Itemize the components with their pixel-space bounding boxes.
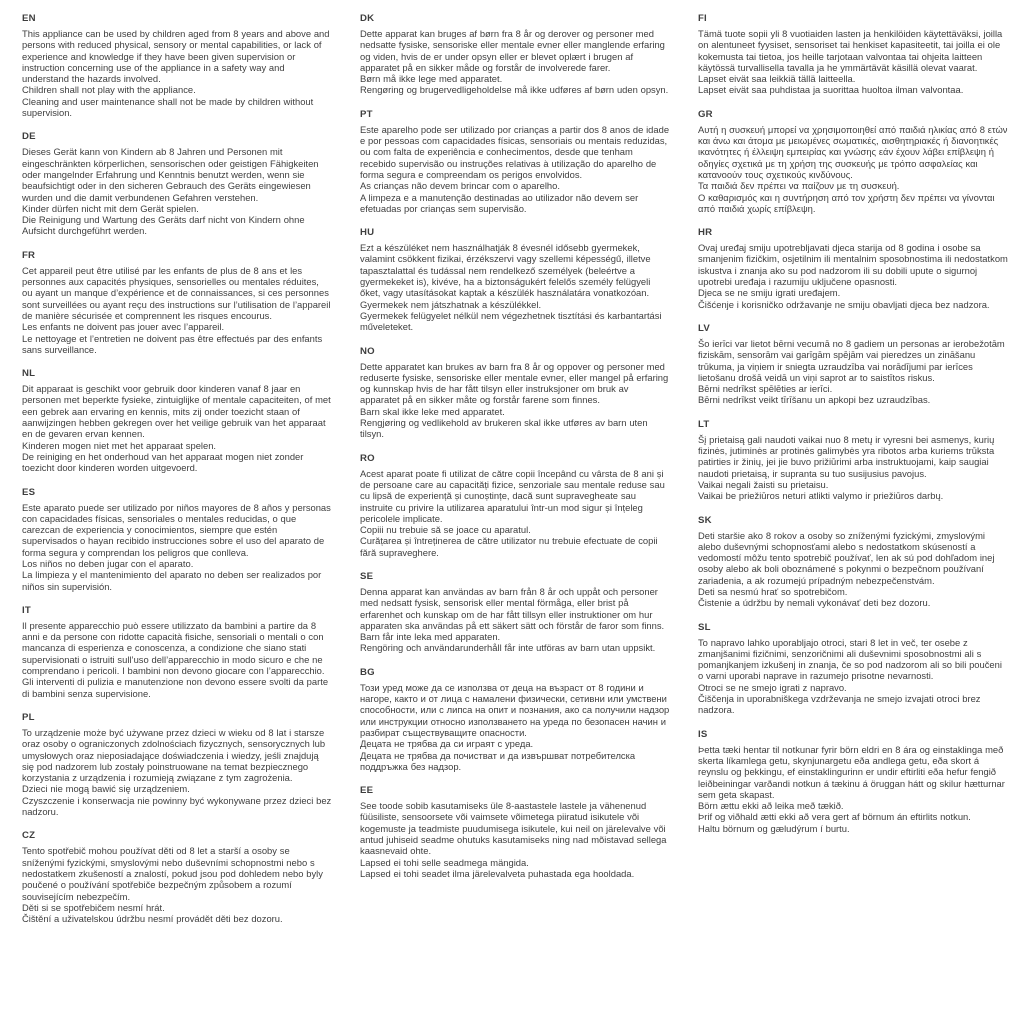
- safety-paragraph: Lapset eivät saa leikkiä tällä laitteella.: [698, 73, 856, 85]
- language-section-ro: [360, 453, 670, 558]
- safety-paragraph: Децата не трябва да почистват и да извършват потребителска поддръжка без надзор.: [360, 749, 636, 772]
- safety-paragraph: Vaikai be priežiūros neturi atlikti valymo ir priežiūros darbų.: [698, 490, 944, 502]
- safety-paragraph: Les enfants ne doivent pas jouer avec l’appareil.: [22, 321, 225, 333]
- column-2: [360, 13, 670, 1024]
- safety-paragraph: Rengöring och användarunderhåll får inte utföras av barn utan uppsikt.: [360, 642, 656, 654]
- safety-paragraph: Barn skal ikke leke med apparatet.: [360, 405, 505, 417]
- safety-paragraph: As crianças não devem brincar com o aparelho.: [360, 180, 560, 192]
- language-code-bg: BG: [360, 666, 375, 678]
- safety-paragraph: Djeca se ne smiju igrati uređajem.: [698, 287, 841, 299]
- safety-paragraph: Šo ierīci var lietot bērni vecumā no 8 gadiem un personas ar ierobežotām fiziskām, sensorām vai garīgām spējām vai pieredzes un zināšanu trūkuma, ja viņiem ir sniegta uzraudzība vai norādījumi par ierīces lietošanu drošā veidā un viņi saprot ar to saistītos riskus.: [698, 337, 1005, 383]
- language-section-sk: [698, 515, 1008, 609]
- safety-paragraph: Dette apparat kan bruges af børn fra 8 år og derover og personer med nedsatte fysiske, sensoriske eller mentale evner eller manglende erfaring og viden, hvis de er under opsyn eller er blevet oplært i brugen af apparatet på en sikker måde og forstår de involverede farer.: [360, 28, 665, 73]
- language-section-hu: [360, 227, 670, 332]
- safety-paragraph: Tento spotřebič mohou používat děti od 8 let a starší a osoby se sníženými fyzickými, smyslovými nebo duševními schopnostmi nebo s nedostatkem zkušeností a znalostí, pokud jsou pod dohledem nebo byly poučené o používání spotřebiče bezpečným způsobem a rozumí souvisejícím nebezpečím.: [22, 845, 323, 902]
- safety-paragraph: Čiščenja in uporabniškega vzdrževanja ne smejo izvajati otroci brez nadzora.: [698, 693, 981, 716]
- language-section-es: [22, 487, 332, 592]
- safety-paragraph: Rengjøring og vedlikehold av brukeren skal ikke utføres av barn uten tilsyn.: [360, 417, 648, 440]
- language-section-lv: [698, 323, 1008, 406]
- language-code-pt: PT: [360, 108, 373, 120]
- language-section-fi: [698, 13, 1008, 96]
- safety-paragraph: Deti staršie ako 8 rokov a osoby so zníženými fyzickými, zmyslovými alebo duševnými schopnosťami alebo s nedostatkom skúseností a vedomostí môžu tento spotrebič používať, len ak sú pod dohľadom inej osoby alebo ak boli oboznámené s pokynmi o bezpečnom používaní zariadenia, a ak rozumejú prípadným nebezpečenstvám.: [698, 529, 995, 586]
- language-code-is: IS: [698, 728, 708, 740]
- safety-paragraph: Curățarea și întreținerea de către utilizator nu trebuie efectuate de copii fără supraveghere.: [360, 535, 658, 558]
- language-code-fr: FR: [22, 249, 36, 261]
- language-code-ro: RO: [360, 452, 375, 464]
- language-code-pl: PL: [22, 711, 35, 723]
- safety-paragraph: Dit apparaat is geschikt voor gebruik door kinderen vanaf 8 jaar en personen met beperkte fysieke, zintuiglijke of mentale capaciteiten, of met een gebrek aan ervaring en kennis, mits zij onder toezicht staan of aanwijzingen hebben gekregen over het veilige gebruik van het apparaat en de gevaren ervan kennen.: [22, 383, 331, 440]
- language-section-en: [22, 13, 332, 118]
- safety-paragraph: Cet appareil peut être utilisé par les enfants de plus de 8 ans et les personnes aux capacités physiques, sensorielles ou mentales réduites, ou ayant un manque d’expérience et de connaissances, si ces personnes sont surveillées ou ayant reçu des instructions sur l’utilisation de l’appareil de manière sécurisée et comprennent les risques encourus.: [22, 264, 331, 321]
- safety-paragraph: Dette apparatet kan brukes av barn fra 8 år og oppover og personer med reduserte fysiske, sensoriske eller mentale evner, eller mangel på erfaring og kunnskap hvis de har fått tilsyn eller instruksjoner om bruk av apparatet på en sikker måte og forstår farene som finnes.: [360, 360, 669, 406]
- safety-paragraph: To urządzenie może być używane przez dzieci w wieku od 8 lat i starsze oraz osoby o ograniczonych zdolnościach fizycznych, sensorycznych lub umysłowych oraz nieposiadające doświadczenia i wiedzy, jeśli znajdują się pod nadzorem lub zostały poinstruowane na temat bezpiecznego korzystania z urządzenia i rozumieją związane z tym zagrożenia.: [22, 726, 326, 784]
- safety-paragraph: Ovaj uređaj smiju upotrebljavati djeca starija od 8 godina i osobe sa smanjenim fizičkim, osjetilnim ili mentalnim sposobnostima ili nedostatkom iskustva i znanja ako su pod nadzorom ili su dobili upute o sigurnoj upotrebi uređaja i razumiju uključene opasnosti.: [698, 242, 1008, 288]
- safety-paragraph: See toode sobib kasutamiseks üle 8-aastastele lastele ja vähenenud füüsiliste, sensoorsete või vaimsete võimetega piiratud isikutele või kogemuste ja teadmiste puudumisega isikutele, kui neil on järelevalve või antud juhiseid seadme ohutuks kasutamiseks ning nad mõistavad sellega kaasnevaid ohte.: [360, 800, 667, 857]
- safety-paragraph: Kinderen mogen niet met het apparaat spelen.: [22, 439, 217, 451]
- safety-paragraph: Otroci se ne smejo igrati z napravo.: [698, 681, 847, 693]
- safety-paragraph: Čistenie a údržbu by nemali vykonávať deti bez dozoru.: [698, 597, 931, 609]
- language-section-bg: [360, 667, 670, 772]
- safety-paragraph: Čišćenje i korisničko održavanje ne smiju obavljati djeca bez nadzora.: [698, 298, 990, 310]
- language-section-fr: [22, 250, 332, 355]
- language-code-cz: CZ: [22, 830, 36, 842]
- safety-paragraph: Този уред може да се използва от деца на възраст от 8 години и нагоре, както и от лица с намалени физически, сетивни или умствени способности, или с липса на опит и познания, ако са получили надзор или инструкции относно използването на уреда по безопасен начин и разбират съществуващите опасности.: [360, 681, 670, 738]
- language-code-sk: SK: [698, 514, 712, 526]
- safety-paragraph: A limpeza e a manutenção destinadas ao utilizador não devem ser efetuadas por crianças sem supervisão.: [360, 191, 639, 214]
- safety-paragraph: Czyszczenie i konserwacja nie powinny być wykonywane przez dzieci bez nadzoru.: [22, 794, 332, 818]
- safety-paragraph: Dieses Gerät kann von Kindern ab 8 Jahren und Personen mit eingeschränkten körperlichen, sensorischen oder geistigen Fähigkeiten oder mangelnder Erfahrung und Kenntnis benutzt werden, wenn sie beaufsichtigt oder in den sicheren Gebrauch des Geräts eingewiesen wurden und die damit verbundenen Gefahren verstehen.: [22, 146, 319, 203]
- safety-paragraph: Bērni nedrīkst veikt tīrīšanu un apkopi bez uzraudzības.: [698, 394, 931, 406]
- safety-paragraph: Lapsed ei tohi seadet ilma järelevalveta puhastada ega hooldada.: [360, 867, 635, 879]
- language-section-nl: [22, 368, 332, 473]
- safety-paragraph: De reiniging en het onderhoud van het apparaat mogen niet zonder toezicht door kinderen worden uitgevoerd.: [22, 450, 304, 474]
- language-code-lv: LV: [698, 322, 710, 334]
- safety-paragraph: Los niños no deben jugar con el aparato.: [22, 557, 194, 569]
- language-code-ee: EE: [360, 785, 374, 797]
- language-section-lt: [698, 419, 1008, 502]
- safety-paragraph: Kinder dürfen nicht mit dem Gerät spielen.: [22, 202, 199, 214]
- language-section-se: [360, 571, 670, 654]
- language-section-no: [360, 346, 670, 440]
- safety-paragraph: Barn får inte leka med apparaten.: [360, 631, 501, 643]
- language-section-gr: [698, 109, 1008, 214]
- language-section-it: [22, 605, 332, 699]
- language-section-dk: [360, 13, 670, 96]
- safety-paragraph: La limpieza y el mantenimiento del aparato no deben ser realizados por niños sin supervisión.: [22, 569, 322, 592]
- safety-paragraph: Ο καθαρισμός και η συντήρηση από τον χρήστη δεν πρέπει να γίνονται από παιδιά χωρίς επίβλεψη.: [698, 191, 995, 214]
- safety-paragraph: Deti sa nesmú hrať so spotrebičom.: [698, 585, 848, 597]
- safety-paragraph: Lapset eivät saa puhdistaa ja suorittaa huoltoa ilman valvontaa.: [698, 84, 964, 96]
- safety-paragraph: Este aparato puede ser utilizado por niños mayores de 8 años y personas con capacidades físicas, sensoriales o mentales reducidas, o que carezcan de experiencia y conocimientos, siempre que estén supervisados o hayan recibido instrucciones sobre el uso del aparato de forma segura y comprendan los peligros que conlleva.: [22, 501, 331, 558]
- language-section-cz: [22, 830, 332, 924]
- safety-paragraph: Børn må ikke lege med apparatet.: [360, 73, 503, 85]
- safety-paragraph: Gyermekek felügyelet nélkül nem végezhetnek tisztítási és karbantartási műveleteket.: [360, 309, 662, 333]
- language-code-fi: FI: [698, 13, 707, 24]
- language-section-is: [698, 729, 1008, 834]
- safety-paragraph: Čištění a uživatelskou údržbu nesmí provádět děti bez dozoru.: [22, 913, 283, 925]
- language-code-sl: SL: [698, 621, 711, 633]
- safety-paragraph: Gyermekek nem játszhatnak a készülékkel.: [360, 298, 542, 310]
- safety-paragraph: Acest aparat poate fi utilizat de către copii începând cu vârsta de 8 ani și de persoane care au capacități fizice, senzoriale sau mentale reduse sau cu lipsă de experiență și cunoștințe, dacă sunt supravegheate sau instruite cu privire la utilizarea aparatului într-un mod sigur și înțeleg pericolele implicate.: [360, 467, 665, 524]
- safety-paragraph: Ezt a készüléket nem használhatják 8 évesnél idősebb gyermekek, valamint csökkent fizikai, érzékszervi vagy szellemi képességű, illetve tapasztalattal és tudással nem rendelkező személyek (beleértve a gyermekeket is), kivéve, ha a biztonságukért felelős személy felügyeli őket, vagy utasításokat kaptak a készülék használatára vonatkozóan.: [360, 242, 651, 299]
- safety-paragraph: Děti si se spotřebičem nesmí hrát.: [22, 901, 165, 913]
- safety-paragraph: Este aparelho pode ser utilizado por crianças a partir dos 8 anos de idade e por pessoas com capacidades físicas, sensoriais ou mentais reduzidas, ou com falta de experiência e conhecimentos, desde que tenham recebido supervisão ou instruções relativas à utilização do aparelho de forma segura e compreendam os perigos envolvidos.: [360, 123, 670, 180]
- column-1: [22, 13, 332, 1024]
- safety-paragraph: Börn ættu ekki að leika með tækið.: [698, 800, 844, 812]
- language-code-gr: GR: [698, 108, 713, 120]
- safety-paragraph: Die Reinigung und Wartung des Geräts darf nicht von Kindern ohne Aufsicht durchgeführt werden.: [22, 214, 305, 237]
- safety-paragraph: This appliance can be used by children aged from 8 years and above and persons with reduced physical, sensory or mental capabilities, or lack of experience and knowledge if they have been given supervision or instruction concerning use of the appliance in a safety way and understand the hazards involved.: [22, 28, 330, 85]
- language-code-se: SE: [360, 570, 374, 582]
- safety-paragraph: Children shall not play with the appliance.: [22, 84, 196, 96]
- language-section-de: [22, 131, 332, 236]
- safety-paragraph: Децата не трябва да си играят с уреда.: [360, 738, 534, 750]
- language-section-hr: [698, 227, 1008, 310]
- language-code-de: DE: [22, 131, 36, 143]
- language-section-ee: [360, 785, 670, 879]
- safety-paragraph: Tämä tuote sopii yli 8 vuotiaiden lasten ja henkilöiden käytettäväksi, joilla on alentuneet fyysiset, sensoriset tai henkiset kapasiteetit, tai joilla ei ole kokemusta tai tietoa, jos heille tarjotaan valvontaa tai ohjeita laitteen käytössä turvallisella tavalla ja he ymmärtävät käsillä olevat vaarat.: [698, 28, 1003, 73]
- language-section-pt: [360, 109, 670, 214]
- safety-paragraph: Bērni nedrīkst spēlēties ar ierīci.: [698, 383, 833, 395]
- language-code-lt: LT: [698, 418, 710, 430]
- language-code-nl: NL: [22, 368, 36, 380]
- safety-paragraph: Dzieci nie mogą bawić się urządzeniem.: [22, 783, 190, 795]
- safety-paragraph: Cleaning and user maintenance shall not be made by children without supervision.: [22, 95, 314, 119]
- language-code-no: NO: [360, 345, 375, 357]
- safety-paragraph: Gli interventi di pulizia e manutenzione non devono essere svolti da parte di bambini senza supervisione.: [22, 676, 329, 699]
- safety-paragraph: Lapsed ei tohi selle seadmega mängida.: [360, 856, 529, 868]
- language-section-pl: [22, 712, 332, 817]
- safety-paragraph: Haltu börnum og gæludýrum í burtu.: [698, 822, 850, 834]
- language-code-hu: HU: [360, 227, 375, 239]
- safety-paragraph: Copiii nu trebuie să se joace cu aparatul.: [360, 524, 531, 536]
- language-code-en: EN: [22, 13, 36, 24]
- safety-paragraph: To napravo lahko uporabljajo otroci, stari 8 let in več, ter osebe z zmanjšanimi fizičnimi, senzoričnimi ali duševnimi sposobnostmi ali s pomanjkanjem izkušenj in znanja, če so pod nadzorom ali so bili poučeni o varni uporabi naprave in razumejo prisotne nevarnosti.: [698, 636, 1002, 682]
- language-section-sl: [698, 622, 1008, 716]
- safety-paragraph: Šį prietaisą gali naudoti vaikai nuo 8 metų ir vyresni bei asmenys, kurių fizinės, jutiminės ar protinės galimybės yra ribotos arba kuriems trūksta patirties ir žinių, jei jie buvo prižiūrimi arba instruktuojami, kaip saugiai naudoti prietaisą, ir supranta su tuo susijusius pavojus.: [698, 433, 995, 479]
- safety-paragraph: Rengøring og brugervedligeholdelse må ikke udføres af børn uden opsyn.: [360, 84, 669, 96]
- language-code-es: ES: [22, 486, 36, 498]
- safety-paragraph: Le nettoyage et l’entretien ne doivent pas être effectués par des enfants sans surveillance.: [22, 332, 323, 355]
- language-code-it: IT: [22, 604, 31, 616]
- safety-paragraph: Τα παιδιά δεν πρέπει να παίζουν με τη συσκευή.: [698, 180, 900, 192]
- safety-paragraph: Αυτή η συσκευή μπορεί να χρησιμοποιηθεί από παιδιά ηλικίας από 8 ετών και άνω και άτομα με μειωμένες σωματικές, αισθητηριακές ή διανοητικές ικανότητες ή έλλειψη εμπειρίας και γνώσης εάν έχουν λάβει επίβλεψη ή οδηγίες σχετικά με τη χρήση της συσκευής με τρόπο ασφαλείας και κατανοούν τους σχετικούς κινδύνους.: [698, 123, 1008, 180]
- language-code-hr: HR: [698, 227, 713, 239]
- column-3: [698, 13, 1008, 1024]
- language-code-dk: DK: [360, 13, 375, 24]
- safety-paragraph: Þetta tæki hentar til notkunar fyrir börn eldri en 8 ára og einstaklinga með skerta líkamlega getu, skynjunargetu eða andlega getu, eða skort á reynslu og þekkingu, ef einstaklingurinn er undir eftirliti eða hefur fengið leiðbeiningar varðandi notkun á tækinu á öruggan hátt og skilur hætturnar sem geta skapast.: [698, 743, 1005, 800]
- safety-paragraph: Denna apparat kan användas av barn från 8 år och uppåt och personer med nedsatt fysisk, sensorisk eller mental förmåga, eller brist på erfarenhet och kunskap om de har fått tillsyn eller instruktioner om hur apparaten ska användas på ett säkert sätt och förstår de faror som finns.: [360, 585, 665, 631]
- safety-paragraph: Il presente apparecchio può essere utilizzato da bambini a partire da 8 anni e da persone con ridotte capacità fisiche, sensoriali o mentali o con mancanza di esperienza e conoscenza, a condizione che siano stati supervisionati o istruiti sull’uso dell’apparecchio in modo sicuro e che ne comprendano i pericoli. I bambini non devono giocare con l’apparecchio.: [22, 619, 325, 677]
- safety-paragraph: Vaikai negali žaisti su prietaisu.: [698, 478, 829, 490]
- safety-paragraph: Þrif og viðhald ætti ekki að vera gert af börnum án eftirlits notkun.: [698, 811, 971, 823]
